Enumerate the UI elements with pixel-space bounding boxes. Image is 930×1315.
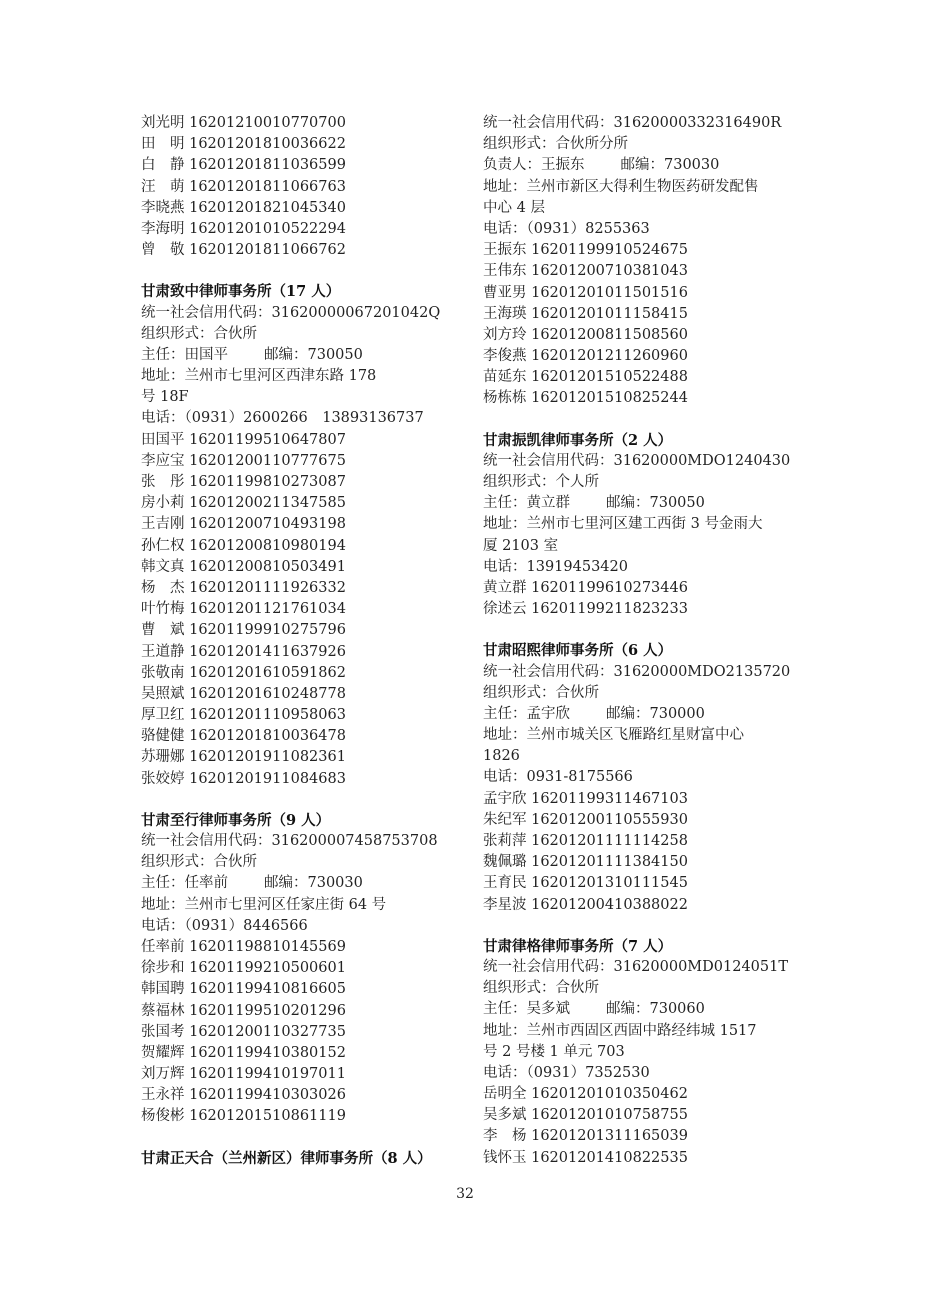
firm-heading: 甘肃正天合（兰州新区）律师事务所（8 人） bbox=[141, 1149, 432, 1167]
address-line-1: 地址：兰州市新区大得利生物医药研发配售 bbox=[483, 178, 759, 195]
firm-section bbox=[141, 810, 461, 1128]
list-item bbox=[483, 325, 803, 346]
list-item bbox=[141, 536, 461, 557]
address-line-2: 号 18F bbox=[141, 389, 189, 406]
list-item bbox=[141, 1001, 461, 1022]
firm-section bbox=[483, 640, 803, 915]
list-item bbox=[141, 1022, 461, 1043]
member-name: 曹亚男 bbox=[483, 284, 527, 301]
member-name: 杨俊彬 bbox=[141, 1108, 185, 1125]
license-number: 16201199410303026 bbox=[189, 1087, 346, 1104]
list-item bbox=[483, 873, 803, 894]
license-number: 16201199410197011 bbox=[189, 1066, 346, 1083]
director-line bbox=[483, 493, 803, 514]
license-number: 16201199410816605 bbox=[189, 981, 346, 998]
lead-members-list bbox=[141, 113, 461, 261]
list-item bbox=[141, 472, 461, 493]
member-name: 魏佩璐 bbox=[483, 854, 527, 871]
list-item bbox=[483, 283, 803, 304]
member-name: 朱纪军 bbox=[483, 811, 527, 828]
firm-heading: 甘肃致中律师事务所（17 人） bbox=[141, 283, 341, 301]
credit-code: 统一社会信用代码：31620000MDO1240430 bbox=[483, 452, 791, 469]
director: 负责人：王振东 bbox=[483, 157, 585, 174]
license-number: 16201201211260960 bbox=[531, 348, 688, 365]
license-number: 16201199210500601 bbox=[189, 960, 346, 977]
director-line bbox=[483, 155, 803, 176]
director-line bbox=[141, 873, 461, 894]
postcode: 邮编：730050 bbox=[606, 495, 705, 512]
list-item bbox=[141, 620, 461, 641]
phone: 电话：13919453420 bbox=[483, 558, 628, 575]
license-number: 16201199410380152 bbox=[189, 1044, 346, 1061]
right-column bbox=[483, 113, 803, 1169]
director-line bbox=[483, 704, 803, 725]
member-name: 吴照斌 bbox=[141, 685, 185, 702]
director-line bbox=[483, 999, 803, 1020]
list-item bbox=[141, 514, 461, 535]
member-name: 李俊燕 bbox=[483, 348, 527, 365]
firm-section bbox=[483, 430, 803, 621]
member-name: 杨栋栋 bbox=[483, 390, 527, 407]
member-name: 王海瑛 bbox=[483, 305, 527, 322]
member-name: 蔡福林 bbox=[141, 1002, 185, 1019]
org-form: 组织形式：合伙所 bbox=[483, 980, 599, 997]
address-line-1: 地址：兰州市七里河区西津东路 178 bbox=[141, 368, 377, 385]
page-number: 32 bbox=[456, 1186, 474, 1202]
director: 主任：黄立群 bbox=[483, 495, 570, 512]
member-name: 孙仁权 bbox=[141, 537, 185, 554]
firm-section bbox=[483, 936, 803, 1169]
license-number: 16201201111114258 bbox=[531, 833, 688, 849]
address-line-2: 1826 bbox=[483, 748, 520, 765]
member-name: 韩国聘 bbox=[141, 981, 185, 998]
member-name: 黄立群 bbox=[483, 579, 527, 596]
list-item: 李晓燕 16201201821045340 bbox=[141, 199, 346, 216]
license-number: 16201201510522488 bbox=[531, 369, 688, 386]
list-item bbox=[141, 557, 461, 578]
list-item bbox=[483, 388, 803, 409]
license-number: 16201200811508560 bbox=[531, 326, 688, 343]
member-name: 张国考 bbox=[141, 1023, 185, 1040]
license-number: 16201200410388022 bbox=[531, 896, 688, 913]
license-number: 16201201121761034 bbox=[189, 601, 346, 618]
list-item bbox=[483, 789, 803, 810]
list-item bbox=[483, 810, 803, 831]
list-item bbox=[141, 642, 461, 663]
firm-section bbox=[141, 281, 461, 790]
address-line-1: 地址：兰州市城关区飞雁路红星财富中心 bbox=[483, 727, 744, 744]
postcode: 邮编：730050 bbox=[264, 346, 363, 363]
member-list bbox=[483, 1084, 803, 1169]
member-list bbox=[483, 578, 803, 620]
member-name: 张敬南 bbox=[141, 664, 185, 681]
member-name: 苏珊娜 bbox=[141, 749, 185, 766]
list-item: 白 静 16201201811036599 bbox=[141, 157, 346, 174]
member-name: 李应宝 bbox=[141, 452, 185, 469]
member-name: 李星波 bbox=[483, 896, 527, 913]
license-number: 16201201111384150 bbox=[531, 854, 688, 871]
list-item: 李海明 16201201010522294 bbox=[141, 220, 346, 237]
license-number: 16201200710493198 bbox=[189, 516, 346, 533]
list-item bbox=[483, 578, 803, 599]
member-list bbox=[483, 240, 803, 410]
member-name: 张莉萍 bbox=[483, 833, 527, 849]
list-item bbox=[141, 599, 461, 620]
list-item bbox=[483, 1148, 803, 1169]
credit-code: 统一社会信用代码：31620000MD0124051T bbox=[483, 958, 789, 975]
director: 主任：田国平 bbox=[141, 346, 228, 363]
license-number: 16201199810273087 bbox=[189, 474, 346, 490]
list-item bbox=[483, 261, 803, 282]
address-line-2: 号 2 号楼 1 单元 703 bbox=[483, 1043, 625, 1060]
license-number: 16201201011158415 bbox=[531, 305, 688, 322]
phone: 电话：（0931）8446566 bbox=[141, 917, 308, 934]
member-name: 任率前 bbox=[141, 938, 185, 955]
list-item bbox=[141, 663, 461, 684]
license-number: 16201200810980194 bbox=[189, 537, 346, 554]
list-item bbox=[141, 1085, 461, 1106]
member-name: 张姣婷 bbox=[141, 770, 185, 787]
list-item bbox=[483, 852, 803, 873]
license-number: 16201200810503491 bbox=[189, 558, 346, 575]
list-item bbox=[141, 1106, 461, 1127]
postcode: 邮编：730000 bbox=[606, 705, 705, 722]
list-item bbox=[483, 367, 803, 388]
list-item bbox=[483, 1084, 803, 1105]
member-name: 叶竹梅 bbox=[141, 601, 185, 618]
license-number: 16201201411637926 bbox=[189, 643, 346, 660]
list-item bbox=[141, 1064, 461, 1085]
firm-heading: 甘肃至行律师事务所（9 人） bbox=[141, 811, 331, 829]
list-item bbox=[483, 1105, 803, 1126]
list-item: 汪 萌 16201201811066763 bbox=[141, 178, 346, 195]
license-number: 16201201510825244 bbox=[531, 390, 688, 407]
member-name: 田国平 bbox=[141, 431, 185, 448]
list-item bbox=[141, 769, 461, 790]
license-number: 16201201011501516 bbox=[531, 284, 688, 301]
member-name: 孟宇欣 bbox=[483, 790, 527, 807]
license-number: 16201201010350462 bbox=[531, 1086, 688, 1103]
license-number: 16201200211347585 bbox=[189, 495, 346, 512]
member-name: 刘方玲 bbox=[483, 326, 527, 343]
license-number: 16201198810145569 bbox=[189, 938, 346, 955]
address-line-1: 地址：兰州市七里河区任家庄街 64 号 bbox=[141, 896, 387, 913]
list-item bbox=[483, 831, 803, 852]
director: 主任：吴多斌 bbox=[483, 1001, 570, 1018]
credit-code: 统一社会信用代码：31620000MDO2135720 bbox=[483, 663, 791, 680]
phone: 电话：0931-8175566 bbox=[483, 769, 633, 786]
license-number: 16201199610273446 bbox=[531, 579, 688, 596]
director: 主任：任率前 bbox=[141, 875, 228, 892]
member-name: 徐述云 bbox=[483, 601, 527, 618]
license-number: 16201201911082361 bbox=[189, 749, 346, 766]
member-name: 王永祥 bbox=[141, 1087, 185, 1104]
phone: 电话：（0931）2600266 13893136737 bbox=[141, 410, 424, 427]
left-column bbox=[141, 113, 461, 1169]
credit-code: 统一社会信用代码：31620000067201042Q bbox=[141, 304, 441, 321]
license-number: 16201201810036478 bbox=[189, 728, 346, 745]
license-number: 16201201410822535 bbox=[531, 1149, 688, 1166]
license-number: 16201199910275796 bbox=[189, 622, 346, 639]
list-item bbox=[141, 726, 461, 747]
list-item bbox=[141, 937, 461, 958]
list-item bbox=[141, 958, 461, 979]
license-number: 16201199510201296 bbox=[189, 1002, 346, 1019]
license-number: 16201201911084683 bbox=[189, 770, 346, 787]
member-name: 钱怀玉 bbox=[483, 1149, 527, 1166]
license-number: 16201201510861119 bbox=[189, 1108, 346, 1125]
list-item: 曾 敬 16201201811066762 bbox=[141, 242, 346, 259]
license-number: 16201201010758755 bbox=[531, 1107, 688, 1124]
org-form: 组织形式：合伙所分所 bbox=[483, 136, 628, 153]
list-item: 刘光明 16201210010770700 bbox=[141, 115, 346, 131]
firm-heading: 甘肃律格律师事务所（7 人） bbox=[483, 937, 673, 955]
director-line bbox=[141, 345, 461, 366]
list-item bbox=[141, 578, 461, 599]
member-name: 岳明全 bbox=[483, 1086, 527, 1103]
member-name: 杨 杰 bbox=[141, 579, 185, 596]
member-name: 李 杨 bbox=[483, 1128, 527, 1145]
member-name: 王伟东 bbox=[483, 263, 527, 280]
address-line-1: 地址：兰州市七里河区建工西街 3 号金雨大 bbox=[483, 516, 763, 533]
member-name: 厚卫红 bbox=[141, 707, 185, 724]
list-item bbox=[141, 493, 461, 514]
member-name: 张 彤 bbox=[141, 474, 185, 490]
list-item bbox=[141, 1043, 461, 1064]
member-name: 房小莉 bbox=[141, 495, 185, 512]
member-name: 王振东 bbox=[483, 242, 527, 259]
address-line-2: 厦 2103 室 bbox=[483, 537, 559, 554]
list-item bbox=[483, 240, 803, 261]
list-item bbox=[483, 599, 803, 620]
list-item bbox=[483, 1126, 803, 1147]
postcode: 邮编：730030 bbox=[264, 875, 363, 892]
firm-section-continued bbox=[483, 113, 803, 410]
license-number: 16201201111926332 bbox=[189, 579, 346, 596]
firm-heading: 甘肃振凯律师事务所（2 人） bbox=[483, 431, 673, 449]
list-item bbox=[483, 304, 803, 325]
member-list bbox=[141, 430, 461, 790]
director: 主任：孟宇欣 bbox=[483, 705, 570, 722]
member-name: 王育民 bbox=[483, 875, 527, 892]
org-form: 组织形式：个人所 bbox=[483, 474, 599, 490]
list-item: 田 明 16201201810036622 bbox=[141, 136, 346, 153]
member-name: 王道静 bbox=[141, 643, 185, 660]
member-name: 骆健健 bbox=[141, 728, 185, 745]
license-number: 16201199211823233 bbox=[531, 601, 688, 618]
postcode: 邮编：730030 bbox=[620, 157, 720, 174]
org-form: 组织形式：合伙所 bbox=[141, 854, 257, 871]
license-number: 16201201110958063 bbox=[189, 707, 346, 724]
address-line-2: 中心 4 层 bbox=[483, 199, 545, 216]
address-line-1: 地址：兰州市西固区西固中路经纬城 1517 bbox=[483, 1022, 757, 1039]
license-number: 16201200110777675 bbox=[189, 452, 346, 469]
license-number: 16201201610591862 bbox=[189, 664, 346, 681]
list-item bbox=[141, 451, 461, 472]
license-number: 16201200710381043 bbox=[531, 263, 688, 280]
license-number: 16201201310111545 bbox=[531, 875, 688, 892]
license-number: 16201199311467103 bbox=[531, 790, 688, 807]
member-name: 韩文真 bbox=[141, 558, 185, 575]
license-number: 16201201311165039 bbox=[531, 1128, 688, 1145]
license-number: 16201199910524675 bbox=[531, 242, 688, 259]
org-form: 组织形式：合伙所 bbox=[483, 684, 599, 701]
license-number: 16201199510647807 bbox=[189, 431, 346, 448]
member-name: 苗延东 bbox=[483, 369, 527, 386]
member-name: 徐步和 bbox=[141, 960, 185, 977]
list-item bbox=[141, 684, 461, 705]
credit-code: 统一社会信用代码：31620000332316490R bbox=[483, 115, 782, 131]
member-name: 曹 斌 bbox=[141, 622, 185, 639]
list-item bbox=[483, 895, 803, 916]
member-list bbox=[141, 937, 461, 1128]
phone: 电话：（0931）7352530 bbox=[483, 1064, 650, 1081]
list-item bbox=[483, 346, 803, 367]
member-list bbox=[483, 789, 803, 916]
list-item bbox=[141, 979, 461, 1000]
org-form: 组织形式：合伙所 bbox=[141, 325, 257, 342]
postcode: 邮编：730060 bbox=[606, 1001, 705, 1018]
member-name: 刘万辉 bbox=[141, 1066, 185, 1083]
license-number: 16201200110327735 bbox=[189, 1023, 346, 1040]
license-number: 16201201610248778 bbox=[189, 685, 346, 702]
credit-code: 统一社会信用代码：316200007458753708 bbox=[141, 833, 438, 849]
member-name: 王吉刚 bbox=[141, 516, 185, 533]
license-number: 16201200110555930 bbox=[531, 811, 688, 828]
phone: 电话：（0931）8255363 bbox=[483, 220, 650, 237]
list-item bbox=[141, 430, 461, 451]
member-name: 贺耀辉 bbox=[141, 1044, 185, 1061]
list-item bbox=[141, 747, 461, 768]
list-item bbox=[141, 705, 461, 726]
member-name: 吴多斌 bbox=[483, 1107, 527, 1124]
firm-heading: 甘肃昭熙律师事务所（6 人） bbox=[483, 642, 673, 660]
